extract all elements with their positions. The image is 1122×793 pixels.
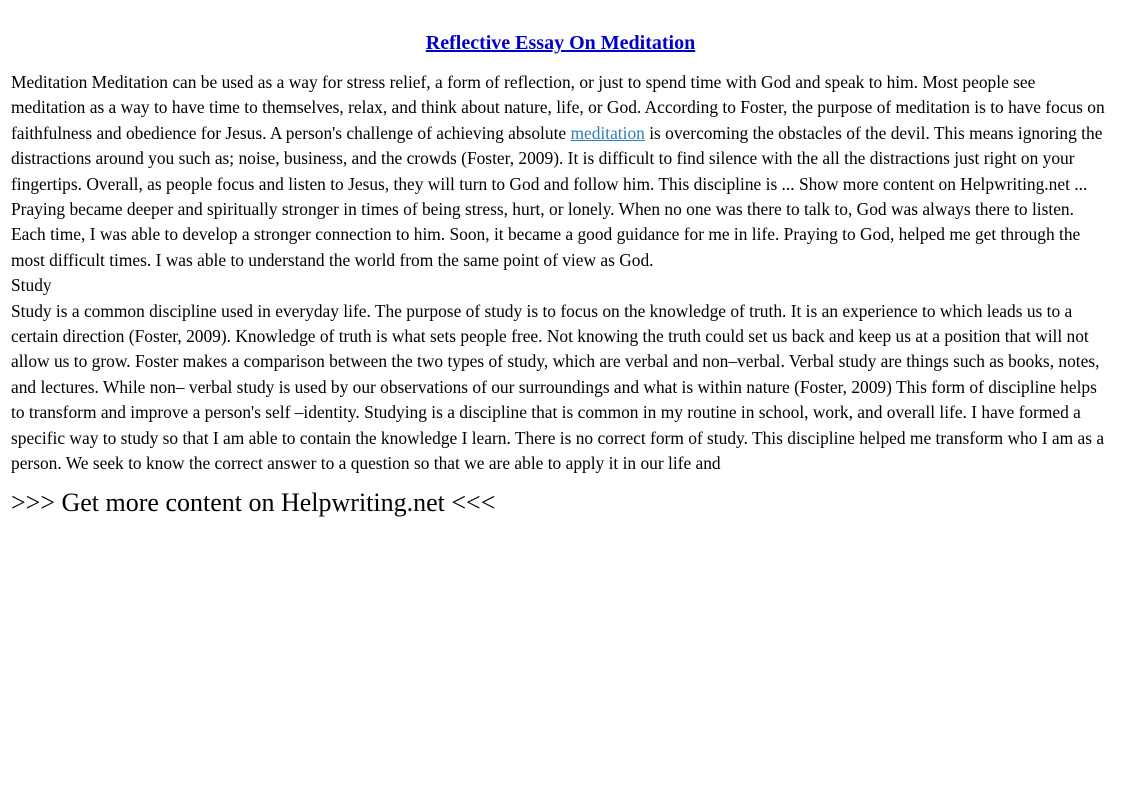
paragraph-meditation-text-start: Meditation Meditation can be used as a way for stress relief, a form of reflection, or just to spend time with God and speak to him. Most people see meditation as a way to have time to themselves, relax, and think about nature, life, or God. According to Foster, the purpose of meditation is to have focus on faithfulness and obedience for Jesus. A person's challenge of achieving absolute bbox=[11, 72, 1105, 143]
page-title bbox=[11, 30, 1110, 56]
paragraph-praying: Praying became deeper and spiritually stronger in times of being stress, hurt, or lonely. When no one was there to talk to, God was always there to listen. Each time, I was able to develop a stronger connection to him. Soon, it became a good guidance for me in life. Praying to God, helped me get through the most difficult times. I was able to understand the world from the same point of view as God. bbox=[11, 199, 1081, 270]
get-more-content-link[interactable]: >>> Get more content on Helpwriting.net <<< bbox=[11, 487, 496, 517]
paragraph-meditation-text-end: is overcoming the obstacles of the devil. This means ignoring the distractions around you such as; noise, business, and the crowds (Foster, 2009). It is difficult to find silence with the all the distractions just right on your fingertips. Overall, as people focus and listen to Jesus, they will turn to God and follow him. This discipline is ... Show more content on Helpwriting.net ... bbox=[11, 122, 1103, 194]
section-heading-study: Study bbox=[11, 275, 52, 296]
title-link[interactable]: Reflective Essay On Meditation bbox=[425, 32, 696, 54]
paragraph-study: Study is a common discipline used in everyday life. The purpose of study is to focus on the knowledge of truth. It is an experience to which leads us to a certain direction (Foster, 2009). Knowledge of truth is what sets people free. Not knowing the truth could set us back and keep us at a position that will not allow us to grow. Foster makes a comparison between the two types of study, which are verbal and non–verbal. Verbal study are things such as books, notes, and lectures. While non– verbal study is used by our observations of our surroundings and what is within nature (Foster, 2009) This form of discipline helps to transform and improve a person's self –identity. Studying is a discipline that is common in my routine in school, work, and overall life. I have formed a specific way to study so that I am able to contain the knowledge I learn. There is no correct form of study. This discipline helped me transform who I am as a person. We seek to know the correct answer to a question so that we are able to apply it in our life and bbox=[11, 300, 1105, 474]
essay-body bbox=[11, 70, 1110, 477]
paragraph-meditation bbox=[11, 72, 1105, 194]
meditation-link[interactable]: meditation bbox=[570, 122, 645, 143]
